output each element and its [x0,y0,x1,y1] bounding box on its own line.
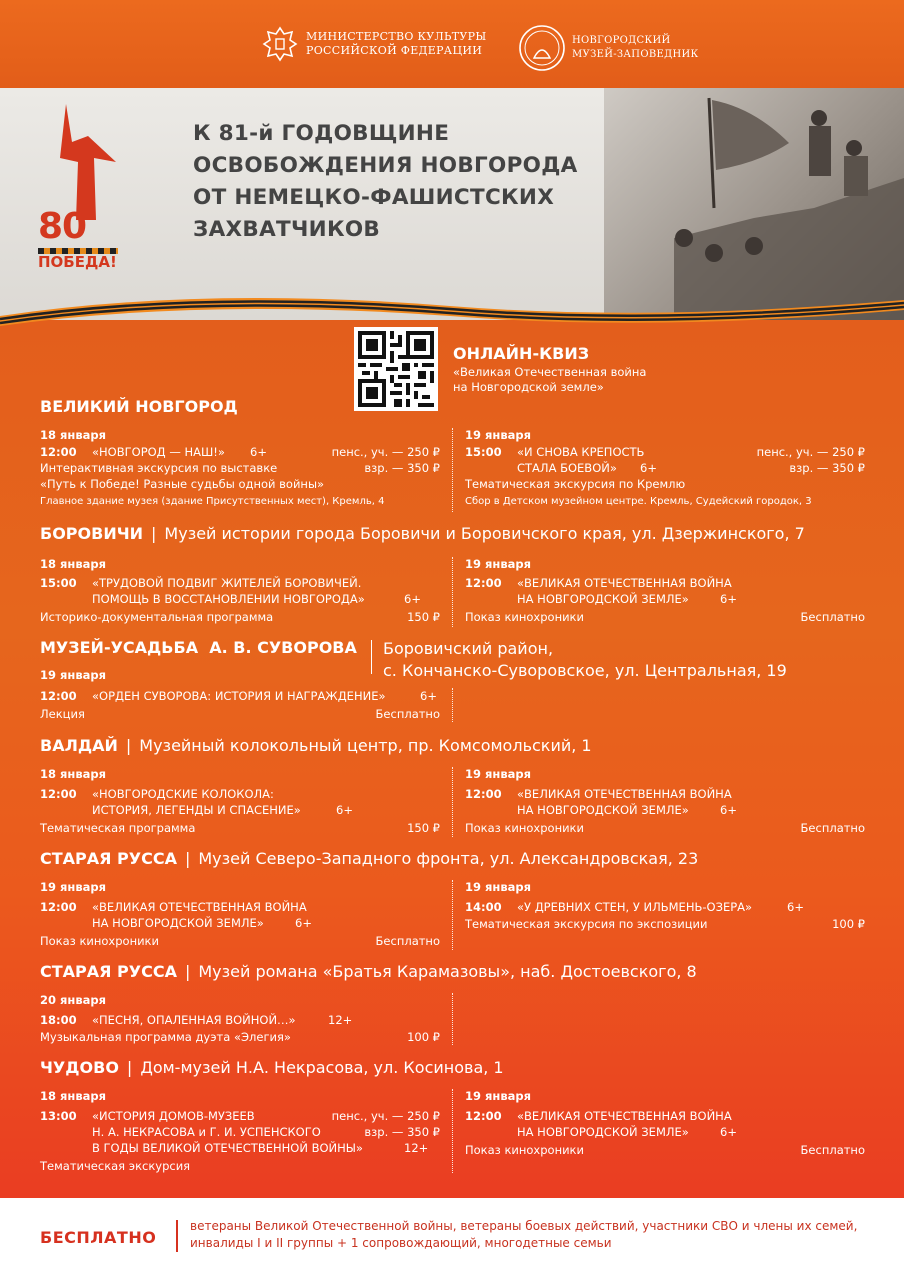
section-place: Музейный колокольный центр, пр. Комсомольский, 1 [139,736,592,755]
divider [452,880,453,950]
age-rating: 6+ [336,803,353,817]
event-description: Историко-документальная программа [40,610,274,624]
event-card [40,575,440,627]
event-time: 18:00 [40,1013,77,1027]
age-rating: 6+ [404,592,421,606]
section-chudovo [40,1058,504,1077]
badge-text: ПОБЕДА! [38,253,117,271]
event-date: 18 января [40,428,106,442]
footer-free-entry [0,1198,904,1280]
free-categories: ветераны Великой Отечественной войны, ветераны боевых действий, участники СВО и члены их семей, инвалиды I и II группы + 1 сопровождающий, многодетные семьи [190,1219,858,1250]
divider [452,428,453,512]
event-time: 12:00 [465,1109,502,1123]
divider [452,767,453,837]
quiz-qr-code[interactable] [354,327,438,411]
event-card [465,899,865,933]
event-time: 12:00 [40,445,77,459]
event-price: пенс., уч. — 250 ₽ взр. — 350 ₽ [756,445,865,475]
event-date: 19 января [40,880,106,894]
event-card [40,786,440,838]
event-description: Тематическая экскурсия по Кремлю [465,477,686,491]
age-rating: 6+ [720,803,737,817]
divider [452,688,453,722]
event-description: Тематическая экскурсия [40,1159,191,1173]
free-label: БЕСПЛАТНО [40,1228,157,1247]
title-line-2: ОСВОБОЖДЕНИЯ НОВГОРОДА [193,153,578,178]
event-date: 19 января [465,428,531,442]
event-date: 18 января [40,1089,106,1103]
age-rating: 6+ [720,592,737,606]
event-card [40,899,440,951]
section-city: МУЗЕЙ-УСАДЬБА А. В. СУВОРОВА [40,638,357,657]
event-description: Музыкальная программа дуэта «Элегия» [40,1030,291,1044]
section-city: СТАРАЯ РУССА [40,962,177,981]
motherland-statue-icon [36,102,122,222]
event-title: «НОВГОРОДСКИЕ КОЛОКОЛА: ИСТОРИЯ, ЛЕГЕНДЫ И СПАСЕНИЕ» [92,787,301,817]
event-time: 12:00 [40,900,77,914]
event-description: Показ кинохроники [465,1143,584,1157]
age-rating: 6+ [787,900,804,914]
event-card [40,444,440,514]
event-time: 12:00 [465,787,502,801]
top-bar [0,0,904,88]
age-rating: 12+ [404,1141,429,1155]
event-date: 20 января [40,993,106,1007]
section-city: ЧУДОВО [40,1058,119,1077]
event-title: «НОВГОРОД — НАШ!» [92,445,225,459]
section-velikiy-novgorod [40,397,238,416]
event-date: 19 января [465,557,531,571]
event-location: Главное здание музея (здание Присутственных мест), Кремль, 4 [40,496,385,507]
separator: | [126,1058,133,1077]
event-title: «ПЕСНЯ, ОПАЛЕННАЯ ВОЙНОЙ…» [92,1013,296,1027]
title-line-1: К 81-й ГОДОВЩИНЕ [193,121,450,146]
event-date: 19 января [465,880,531,894]
section-staraya-russa-front [40,849,698,868]
age-rating: 6+ [420,689,437,703]
section-place: Музей романа «Братья Карамазовы», наб. Достоевского, 8 [198,962,697,981]
section-place: Боровичский район, с. Кончанско-Суворовское, ул. Центральная, 19 [383,639,787,680]
ministry-name: МИНИСТЕРСТВО КУЛЬТУРЫ РОССИЙСКОЙ ФЕДЕРАЦИИ [306,30,487,57]
event-title: «ИСТОРИЯ ДОМОВ-МУЗЕЕВ Н. А. НЕКРАСОВА и Г. И. УСПЕНСКОГО В ГОДЫ ВЕЛИКОЙ ОТЕЧЕСТВЕННОЙ ВОЙНЫ» [92,1109,363,1155]
event-date: 19 января [40,668,106,682]
victory-badge [36,102,122,272]
event-price: 150 ₽ [407,610,440,624]
event-card [40,1108,440,1178]
event-time: 15:00 [40,576,77,590]
badge-number: 80 [38,206,87,247]
separator: | [184,849,191,868]
separator: | [151,524,157,543]
event-time: 14:00 [465,900,502,914]
divider [452,1089,453,1173]
event-time: 15:00 [465,445,502,459]
event-title: «ТРУДОВОЙ ПОДВИГ ЖИТЕЛЕЙ БОРОВИЧЕЙ. ПОМОЩЬ В ВОССТАНОВЛЕНИИ НОВГОРОДА» [92,576,365,606]
section-city: СТАРАЯ РУССА [40,849,177,868]
event-title: «И СНОВА КРЕПОСТЬ СТАЛА БОЕВОЙ» [517,445,645,475]
quiz-subtitle: «Великая Отечественная война на Новгородской земле» [453,365,647,394]
event-title: «ВЕЛИКАЯ ОТЕЧЕСТВЕННАЯ ВОЙНА НА НОВГОРОДСКОЙ ЗЕМЛЕ» [92,900,307,930]
age-rating: 6+ [640,461,657,475]
event-time: 12:00 [40,689,77,703]
age-rating: 12+ [328,1013,353,1027]
section-staraya-russa-karamazov [40,962,697,981]
age-rating: 6+ [295,916,312,930]
museum-emblem-icon [518,24,566,72]
section-city: ВАЛДАЙ [40,736,118,755]
age-rating: 6+ [250,445,267,459]
event-card [465,1108,865,1160]
event-price: Бесплатно [800,821,865,835]
divider [452,993,453,1045]
museum-logo [518,24,699,72]
ministry-logo [260,24,486,64]
event-price: пенс., уч. — 250 ₽ взр. — 350 ₽ [331,445,440,475]
divider [452,557,453,627]
event-date: 18 января [40,767,106,781]
section-city: ВЕЛИКИЙ НОВГОРОД [40,397,238,416]
event-time: 13:00 [40,1109,77,1123]
event-price: Бесплатно [800,1143,865,1157]
event-price: 100 ₽ [407,1030,440,1044]
event-description: Тематическая программа [40,821,196,835]
museum-name: НОВГОРОДСКИЙ МУЗЕЙ-ЗАПОВЕДНИК [572,35,699,60]
section-city: БОРОВИЧИ [40,524,144,543]
section-place: Дом-музей Н.А. Некрасова, ул. Косинова, 1 [140,1058,504,1077]
section-valday [40,736,592,755]
separator [371,640,372,674]
event-price: Бесплатно [375,934,440,948]
event-card [40,1012,440,1046]
event-title: «ВЕЛИКАЯ ОТЕЧЕСТВЕННАЯ ВОЙНА НА НОВГОРОДСКОЙ ЗЕМЛЕ» [517,787,732,817]
section-place: Музей Северо-Западного фронта, ул. Александровская, 23 [198,849,699,868]
section-place: Музей истории города Боровичи и Боровичского края, ул. Дзержинского, 7 [164,524,805,543]
separator: | [184,962,191,981]
event-date: 19 января [465,767,531,781]
st-george-ribbon [0,286,904,334]
event-price: Бесплатно [800,610,865,624]
quiz-title: ОНЛАЙН-КВИЗ [453,344,590,363]
event-price: Бесплатно [375,707,440,721]
event-title: «ОРДЕН СУВОРОВА: ИСТОРИЯ И НАГРАЖДЕНИЕ» [92,689,386,703]
event-price: 100 ₽ [832,917,865,931]
event-title: «ВЕЛИКАЯ ОТЕЧЕСТВЕННАЯ ВОЙНА НА НОВГОРОДСКОЙ ЗЕМЛЕ» [517,1109,732,1139]
event-title: «У ДРЕВНИХ СТЕН, У ИЛЬМЕНЬ-ОЗЕРА» [517,900,753,914]
event-time: 12:00 [40,787,77,801]
section-suvorov [40,638,357,657]
eagle-emblem-icon [260,24,300,64]
age-rating: 6+ [720,1125,737,1139]
event-card [465,444,865,514]
event-description: Интерактивная экскурсия по выставке [40,461,278,475]
event-price: пенс., уч. — 250 ₽ взр. — 350 ₽ [331,1109,440,1139]
event-description-2: «Путь к Победе! Разные судьбы одной войны» [40,477,325,491]
event-card [465,786,865,838]
title-line-3: ОТ НЕМЕЦКО-ФАШИСТСКИХ [193,185,555,210]
separator [176,1220,178,1252]
event-card [465,575,865,627]
section-borovichi [40,524,805,543]
event-title: «ВЕЛИКАЯ ОТЕЧЕСТВЕННАЯ ВОЙНА НА НОВГОРОДСКОЙ ЗЕМЛЕ» [517,576,732,606]
event-date: 18 января [40,557,106,571]
event-card [40,688,440,722]
separator: | [125,736,132,755]
event-location: Сбор в Детском музейном центре. Кремль, Судейский городок, 3 [465,496,812,507]
title-line-4: ЗАХВАТЧИКОВ [193,217,381,242]
event-date: 19 января [465,1089,531,1103]
event-description: Лекция [40,707,85,721]
event-price: 150 ₽ [407,821,440,835]
page-title [193,118,653,246]
event-description: Тематическая экскурсия по экспозиции [465,917,708,931]
event-description: Показ кинохроники [465,610,584,624]
event-description: Показ кинохроники [465,821,584,835]
event-time: 12:00 [465,576,502,590]
event-description: Показ кинохроники [40,934,159,948]
